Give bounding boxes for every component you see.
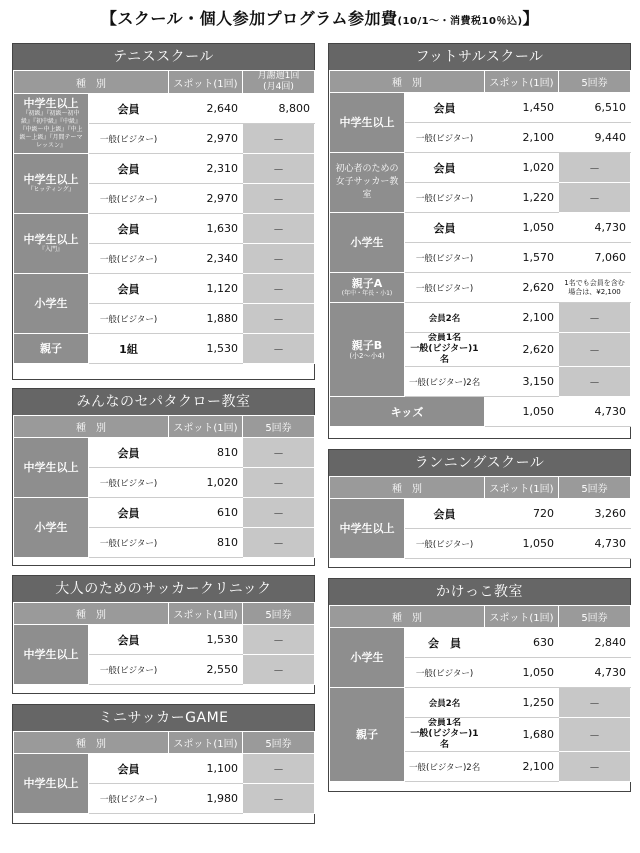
table-header — [14, 416, 315, 438]
table-row — [330, 93, 631, 123]
monthly-price: － — [243, 214, 315, 244]
category-cell: 親子 — [330, 688, 405, 782]
type-visitor: 一般(ビジター) — [89, 244, 169, 274]
type-visitor: 一般(ビジター) — [89, 304, 169, 334]
category-label: 親子B — [351, 339, 383, 352]
spot-price: 3,150 — [485, 367, 559, 397]
table-row — [14, 625, 315, 655]
category-cell: 初心者のための女子サッカー教室 — [330, 153, 405, 213]
spot-price: 1,220 — [485, 183, 559, 213]
type-member: 会員 — [89, 274, 169, 304]
spot-price: 1,680 — [485, 718, 559, 752]
col-spot: スポット(1回) — [169, 416, 243, 438]
col-5tickets: 5回券 — [243, 732, 315, 754]
table-row — [14, 334, 315, 364]
table-header — [14, 603, 315, 625]
category-cell — [14, 214, 89, 274]
ticket-price: 4,730 — [559, 658, 631, 688]
spot-price: 1,050 — [485, 213, 559, 243]
ticket-price: － — [559, 718, 631, 752]
col-type: 種 別 — [14, 416, 169, 438]
mini-soccer-title: ミニサッカーGAME — [13, 705, 314, 731]
ticket-price: － — [243, 528, 315, 558]
category-label: 中学生以上 — [23, 173, 79, 186]
type-visitor: 一般(ビジター) — [405, 658, 485, 688]
ticket-price: － — [243, 498, 315, 528]
ticket-price: － — [559, 153, 631, 183]
futsal-title: フットサルスクール — [329, 44, 630, 70]
spot-price: 2,100 — [485, 123, 559, 153]
type-member: 会員 — [89, 754, 169, 784]
ticket-price: － — [243, 438, 315, 468]
ticket-price: 3,260 — [559, 499, 631, 529]
category-cell: 中学生以上 — [330, 499, 405, 559]
category-sub: 『入門』 — [38, 246, 63, 253]
ticket-price: － — [243, 468, 315, 498]
sepak-panel — [12, 388, 315, 566]
spot-price: 810 — [169, 528, 243, 558]
category-cell: 小学生 — [14, 498, 89, 558]
category-cell: 小学生 — [330, 628, 405, 688]
type-member: 会員 — [405, 213, 485, 243]
type-visitor: 一般(ビジター) — [405, 123, 485, 153]
type-member: 会員 — [405, 499, 485, 529]
col-monthly-a: 月謝週1回 — [257, 71, 300, 81]
spot-price: 1,120 — [169, 274, 243, 304]
category-cell: 中学生以上 — [14, 625, 89, 685]
table-header — [330, 477, 631, 499]
spot-price: 1,570 — [485, 243, 559, 273]
col-type: 種 別 — [330, 606, 485, 628]
table-header — [14, 71, 315, 94]
spot-price: 1,450 — [485, 93, 559, 123]
table-header — [14, 732, 315, 754]
col-spot: スポット(1回) — [485, 606, 559, 628]
type-visitor: 一般(ビジター) — [89, 468, 169, 498]
table-header — [330, 71, 631, 93]
col-spot: スポット(1回) — [169, 732, 243, 754]
type-member-2: 会員2名 — [405, 303, 485, 333]
spot-price: 630 — [485, 628, 559, 658]
col-monthly — [243, 71, 315, 94]
category-cell: 中学生以上 — [330, 93, 405, 153]
table-row — [14, 214, 315, 244]
category-sub: (小2～小4) — [349, 352, 385, 360]
type-mixed: 会員1名 一般(ビジター)1名 — [405, 333, 485, 367]
category-sub: 『初級』『初級～初中級』『初中級』『中級』『中級～中上級』『中上級～上級』『月間テーマレッスン』 — [19, 110, 83, 149]
type-visitor: 一般(ビジター) — [405, 243, 485, 273]
ticket-price: － — [559, 752, 631, 782]
spot-price: 1,020 — [485, 153, 559, 183]
type-member: 会員 — [89, 625, 169, 655]
spot-price: 1,050 — [485, 397, 559, 427]
spot-price: 1,630 — [169, 214, 243, 244]
category-cell: キッズ — [330, 397, 485, 427]
table-row — [14, 94, 315, 124]
type-member: 会員 — [89, 498, 169, 528]
type-member: 会 員 — [405, 628, 485, 658]
table-row — [14, 274, 315, 304]
ticket-price: － — [559, 303, 631, 333]
tennis-panel — [12, 43, 315, 380]
table-row — [14, 438, 315, 468]
col-type: 種 別 — [14, 732, 169, 754]
col-spot: スポット(1回) — [485, 71, 559, 93]
ticket-price: 4,730 — [559, 397, 631, 427]
soccer-clinic-title: 大人のためのサッカークリニック — [13, 576, 314, 602]
table-row — [14, 498, 315, 528]
spot-price: 1,050 — [485, 658, 559, 688]
type-member-2: 会員2名 — [405, 688, 485, 718]
spot-price: 2,100 — [485, 303, 559, 333]
type-visitor-2: 一般(ビジター)2名 — [405, 752, 485, 782]
monthly-price: － — [243, 124, 315, 154]
sepak-title: みんなのセパタクロー教室 — [13, 389, 314, 415]
ticket-price: － — [243, 754, 315, 784]
mini-soccer-table — [13, 731, 315, 814]
type-member: 会員 — [405, 153, 485, 183]
kakekko-table — [329, 605, 631, 782]
table-row — [14, 154, 315, 184]
soccer-clinic-panel — [12, 575, 315, 694]
soccer-clinic-table — [13, 602, 315, 685]
ticket-price: 7,060 — [559, 243, 631, 273]
type-member: 会員 — [89, 94, 169, 124]
spot-price: 2,100 — [485, 752, 559, 782]
type-visitor-2: 一般(ビジター)2名 — [405, 367, 485, 397]
table-row — [330, 273, 631, 303]
spot-price: 2,620 — [485, 273, 559, 303]
spot-price: 1,880 — [169, 304, 243, 334]
category-cell: 小学生 — [330, 213, 405, 273]
spot-price: 2,620 — [485, 333, 559, 367]
ticket-price: － — [243, 655, 315, 685]
title-tax-note: (10/1～・消費税10％込) — [397, 16, 523, 27]
type-visitor: 一般(ビジター) — [89, 528, 169, 558]
running-title: ランニングスクール — [329, 450, 630, 476]
category-label: 中学生以上 — [23, 97, 79, 110]
col-spot: スポット(1回) — [169, 71, 243, 94]
monthly-price: － — [243, 334, 315, 364]
kakekko-panel — [328, 578, 631, 792]
spot-price: 1,250 — [485, 688, 559, 718]
table-row — [330, 628, 631, 658]
table-header — [330, 606, 631, 628]
category-cell — [330, 303, 405, 397]
col-5tickets: 5回券 — [243, 603, 315, 625]
monthly-price: － — [243, 274, 315, 304]
type-visitor: 一般(ビジター) — [89, 124, 169, 154]
col-type: 種 別 — [14, 71, 169, 94]
spot-price: 810 — [169, 438, 243, 468]
col-spot: スポット(1回) — [485, 477, 559, 499]
category-label: 親子A — [351, 277, 383, 290]
ticket-price: － — [559, 333, 631, 367]
col-spot: スポット(1回) — [169, 603, 243, 625]
table-row — [14, 754, 315, 784]
ticket-price: － — [559, 183, 631, 213]
ticket-price: 4,730 — [559, 213, 631, 243]
col-type: 種 別 — [330, 71, 485, 93]
type-visitor: 一般(ビジター) — [405, 183, 485, 213]
monthly-price: － — [243, 154, 315, 184]
title-bracket: 】 — [522, 9, 540, 28]
monthly-price: － — [243, 244, 315, 274]
type-member: 会員 — [89, 438, 169, 468]
running-panel — [328, 449, 631, 568]
ticket-price: 6,510 — [559, 93, 631, 123]
category-cell — [14, 154, 89, 214]
monthly-price: － — [243, 304, 315, 334]
category-sub: 『ヒッティング』 — [27, 186, 75, 193]
spot-price: 610 — [169, 498, 243, 528]
category-cell — [330, 273, 405, 303]
price-note: 1名でも会員を含む場合は、¥2,100 — [559, 273, 631, 303]
mini-soccer-panel — [12, 704, 315, 824]
col-5tickets: 5回券 — [243, 416, 315, 438]
ticket-price: － — [243, 625, 315, 655]
type-mixed: 会員1名 一般(ビジター)1名 — [405, 718, 485, 752]
category-label: 中学生以上 — [23, 233, 79, 246]
monthly-price: 8,800 — [243, 94, 315, 124]
spot-price: 1,050 — [485, 529, 559, 559]
ticket-price: 2,840 — [559, 628, 631, 658]
sepak-table — [13, 415, 315, 558]
spot-price: 2,970 — [169, 184, 243, 214]
spot-price: 2,340 — [169, 244, 243, 274]
type-member: 会員 — [89, 154, 169, 184]
type-visitor: 一般(ビジター) — [89, 184, 169, 214]
table-row — [330, 153, 631, 183]
col-5tickets: 5回券 — [559, 477, 631, 499]
category-cell: 中学生以上 — [14, 754, 89, 814]
type-member: 会員 — [89, 214, 169, 244]
table-row — [330, 397, 631, 427]
table-row — [330, 213, 631, 243]
col-5tickets: 5回券 — [559, 606, 631, 628]
type-member: 会員 — [405, 93, 485, 123]
ticket-price: － — [559, 367, 631, 397]
category-cell: 小学生 — [14, 274, 89, 334]
page-title — [0, 6, 640, 29]
tennis-table — [13, 70, 315, 364]
category-cell: 中学生以上 — [14, 438, 89, 498]
ticket-price: 9,440 — [559, 123, 631, 153]
ticket-price: － — [559, 688, 631, 718]
running-table — [329, 476, 631, 559]
monthly-price: － — [243, 184, 315, 214]
spot-price: 1,020 — [169, 468, 243, 498]
table-row — [330, 303, 631, 333]
futsal-panel — [328, 43, 631, 439]
spot-price: 720 — [485, 499, 559, 529]
type-visitor: 一般(ビジター) — [89, 784, 169, 814]
kakekko-title: かけっこ教室 — [329, 579, 630, 605]
category-sub: (年中・年長・小1) — [341, 290, 393, 297]
tennis-title: テニススクール — [13, 44, 314, 70]
spot-price: 1,980 — [169, 784, 243, 814]
type-visitor: 一般(ビジター) — [405, 273, 485, 303]
type-pair: 1組 — [89, 334, 169, 364]
spot-price: 2,640 — [169, 94, 243, 124]
table-row — [330, 499, 631, 529]
spot-price: 2,970 — [169, 124, 243, 154]
col-type: 種 別 — [14, 603, 169, 625]
ticket-price: － — [243, 784, 315, 814]
spot-price: 2,550 — [169, 655, 243, 685]
category-cell — [14, 94, 89, 154]
col-monthly-b: (月4回) — [263, 82, 294, 92]
ticket-price: 4,730 — [559, 529, 631, 559]
category-cell: 親子 — [14, 334, 89, 364]
type-visitor: 一般(ビジター) — [405, 529, 485, 559]
col-type: 種 別 — [330, 477, 485, 499]
futsal-table — [329, 70, 631, 427]
type-visitor: 一般(ビジター) — [89, 655, 169, 685]
spot-price: 2,310 — [169, 154, 243, 184]
title-text: 【スクール・個人参加プログラム参加費 — [100, 9, 398, 28]
spot-price: 1,530 — [169, 334, 243, 364]
spot-price: 1,530 — [169, 625, 243, 655]
table-row — [330, 688, 631, 718]
col-5tickets: 5回券 — [559, 71, 631, 93]
spot-price: 1,100 — [169, 754, 243, 784]
